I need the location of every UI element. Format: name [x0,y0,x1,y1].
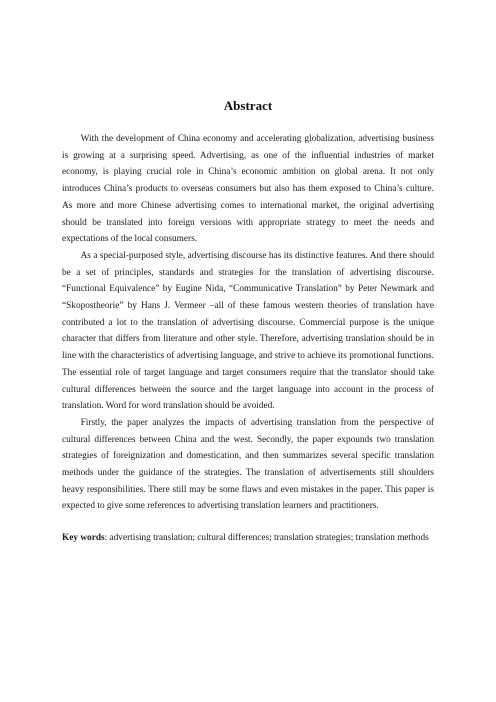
keywords-label: Key words [62,533,105,544]
abstract-paragraph-3: Firstly, the paper analyzes the impacts of advertising translation from the perspective of cultural differences between China and the west. Secondly, the paper expounds two translation strategies of foreignization and domestication, and then summarizes several specific translation methods under the guidance of the strategies. The translation of advertisements still shoulders heavy responsibilities. There still may be some flaws and even mistakes in the paper. This paper is expected to give some references to advertising translation learners and practitioners. [62,417,434,512]
keywords-text: : advertising translation; cultural differences; translation strategies; translation methods [104,533,429,544]
abstract-title: Abstract [223,98,273,113]
abstract-paragraph-2: As a special-purposed style, advertising discourse has its distinctive features. And there should be a set of principles, standards and strategies for the translation of advertising discourse. “Functional Equivalence” by Eugine Nida, “Communicative Translation” by Peter Newmark and “Skopostheorie” by Hans J. Vermeer –all of these famous western theories of translation have contributed a lot to the translation of advertising discourse. Commercial purpose is the unique character that differs from literature and other style. Therefore, advertising translation should be in line with the characteristics of advertising language, and strive to achieve its promotional functions. The essential role of target language and target consumers require that the translator should take cultural differences between the source and the target language into account in the process of translation. Word for word translation should be avoided. [62,250,434,412]
keywords-line [62,530,434,547]
abstract-body [62,131,434,547]
abstract-paragraph-1: With the development of China economy and accelerating globalization, advertising business is growing at a surprising speed. Advertising, as one of the influential industries of market economy, is playing crucial role in China’s economic ambition on global arena. It not only introduces China’s products to overseas consumers but also has them exposed to China’s culture. As more and more Chinese advertising comes to international market, the original advertising should be translated into foreign versions with appropriate strategy to meet the needs and expectations of the local consumers. [62,134,434,245]
